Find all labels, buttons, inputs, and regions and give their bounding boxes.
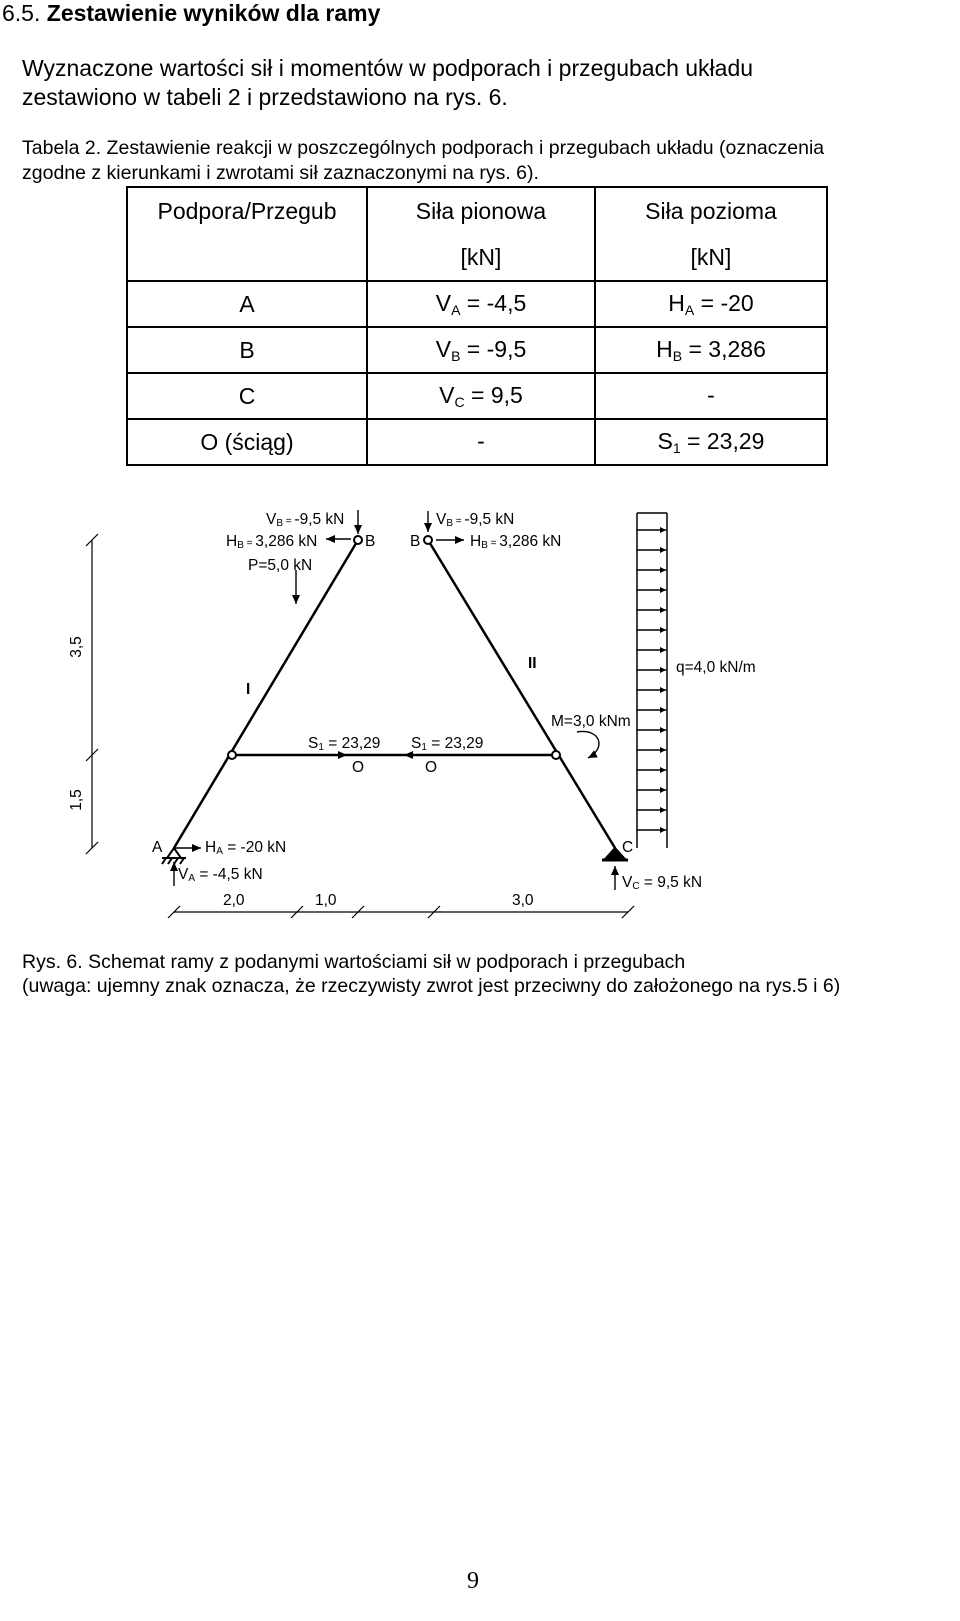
member-ii: [428, 540, 615, 848]
dim-3-0: 3,0: [512, 892, 534, 909]
moment-label: M=3,0 kNm: [551, 713, 631, 730]
o-right-label: O: [425, 759, 438, 776]
row-vertical-force: $V_C = 9,5$: [367, 373, 595, 419]
row-horizontal-force: -: [595, 373, 827, 419]
force-arrows: [174, 510, 615, 890]
frame-members: [174, 540, 615, 848]
ha-label: HA = -20 kN: [205, 839, 287, 857]
va-label: VA = -4,5 kN: [178, 866, 263, 884]
dim-1-0: 1,0: [315, 892, 337, 909]
table-header-row: [127, 187, 827, 281]
vc-label: VC = 9,5 kN: [622, 874, 703, 892]
table-row: [127, 419, 827, 465]
frame-diagram: [0, 480, 960, 940]
row-name: A: [127, 281, 367, 327]
intro-line-1: Wyznaczone wartości sił i momentów w podporach i przegubach układu: [22, 55, 754, 81]
row-horizontal-force: $S_1 = 23,29$: [595, 419, 827, 465]
hinge-b-left: [354, 536, 362, 544]
section-title: Zestawienie wyników dla ramy: [46, 0, 381, 26]
row-horizontal-force: $H_B = 3,286$: [595, 327, 827, 373]
s1-left-label: S1 = 23,29: [308, 735, 381, 753]
dim-2-0: 2,0: [223, 892, 245, 909]
node-b-right: B: [410, 533, 421, 550]
s1-right-label: S1 = 23,29: [411, 735, 484, 753]
row-name: O (ściąg): [127, 419, 367, 465]
member-i: [174, 540, 358, 848]
results-table: [126, 186, 828, 466]
row-vertical-force: $V_B = -9,5$: [367, 327, 595, 373]
node-b-left: B: [365, 533, 376, 550]
section-heading: [2, 0, 380, 26]
hinge-tie-left: [228, 751, 236, 759]
row-name: B: [127, 327, 367, 373]
section-number: 6.5.: [2, 0, 41, 26]
figure-caption-line-2: (uwaga: ujemny znak oznacza, że rzeczywisty zwrot jest przeciwny do założonego na rys.5 i 6): [22, 975, 841, 997]
hinge-b-right: [424, 536, 432, 544]
support-a: [162, 848, 186, 864]
row-horizontal-force: $H_A = -20$: [595, 281, 827, 327]
hinge-tie-right: [552, 751, 560, 759]
row-name: C: [127, 373, 367, 419]
q-load-label: q=4,0 kN/m: [676, 659, 756, 676]
table-row: [127, 373, 827, 419]
table-caption-line-1: Tabela 2. Zestawienie reakcji w poszczególnych podporach i przegubach układu (oznaczenia: [22, 137, 825, 159]
node-a: A: [152, 839, 163, 856]
header-cell-support: Podpora/Przegub: [127, 187, 367, 281]
member-label-ii: II: [528, 655, 537, 672]
table-row: [127, 281, 827, 327]
node-c: C: [622, 839, 634, 856]
p-load-label: P=5,0 kN: [248, 557, 313, 574]
hb-left-label: HB = 3,286 kN: [226, 533, 318, 551]
o-left-label: O: [352, 759, 365, 776]
dim-1-5: 1,5: [68, 789, 85, 811]
vb-left-label: VB = -9,5 kN: [266, 511, 345, 529]
hb-right-label: HB = 3,286 kN: [470, 533, 562, 551]
header-cell-vertical: Siła pionowa [kN]: [367, 187, 595, 281]
member-label-i: I: [246, 681, 251, 698]
table-row: [127, 327, 827, 373]
intro-line-2: zestawiono w tabeli 2 i przedstawiono na rys. 6.: [22, 84, 508, 110]
moment-arrow: [577, 731, 599, 758]
page-number: 9: [467, 1568, 479, 1594]
distributed-load: [637, 513, 667, 848]
row-vertical-force: $V_A = -4,5$: [367, 281, 595, 327]
figure-caption-line-1: Rys. 6. Schemat ramy z podanymi wartościami sił w podporach i przegubach: [22, 951, 686, 973]
table-caption-line-2: zgodne z kierunkami i zwrotami sił zaznaczonymi na rys. 6).: [22, 162, 539, 184]
vb-right-label: VB = -9,5 kN: [436, 511, 515, 529]
dim-3-5: 3,5: [68, 636, 85, 658]
header-cell-horizontal: Siła pozioma [kN]: [595, 187, 827, 281]
row-vertical-force: -: [367, 419, 595, 465]
